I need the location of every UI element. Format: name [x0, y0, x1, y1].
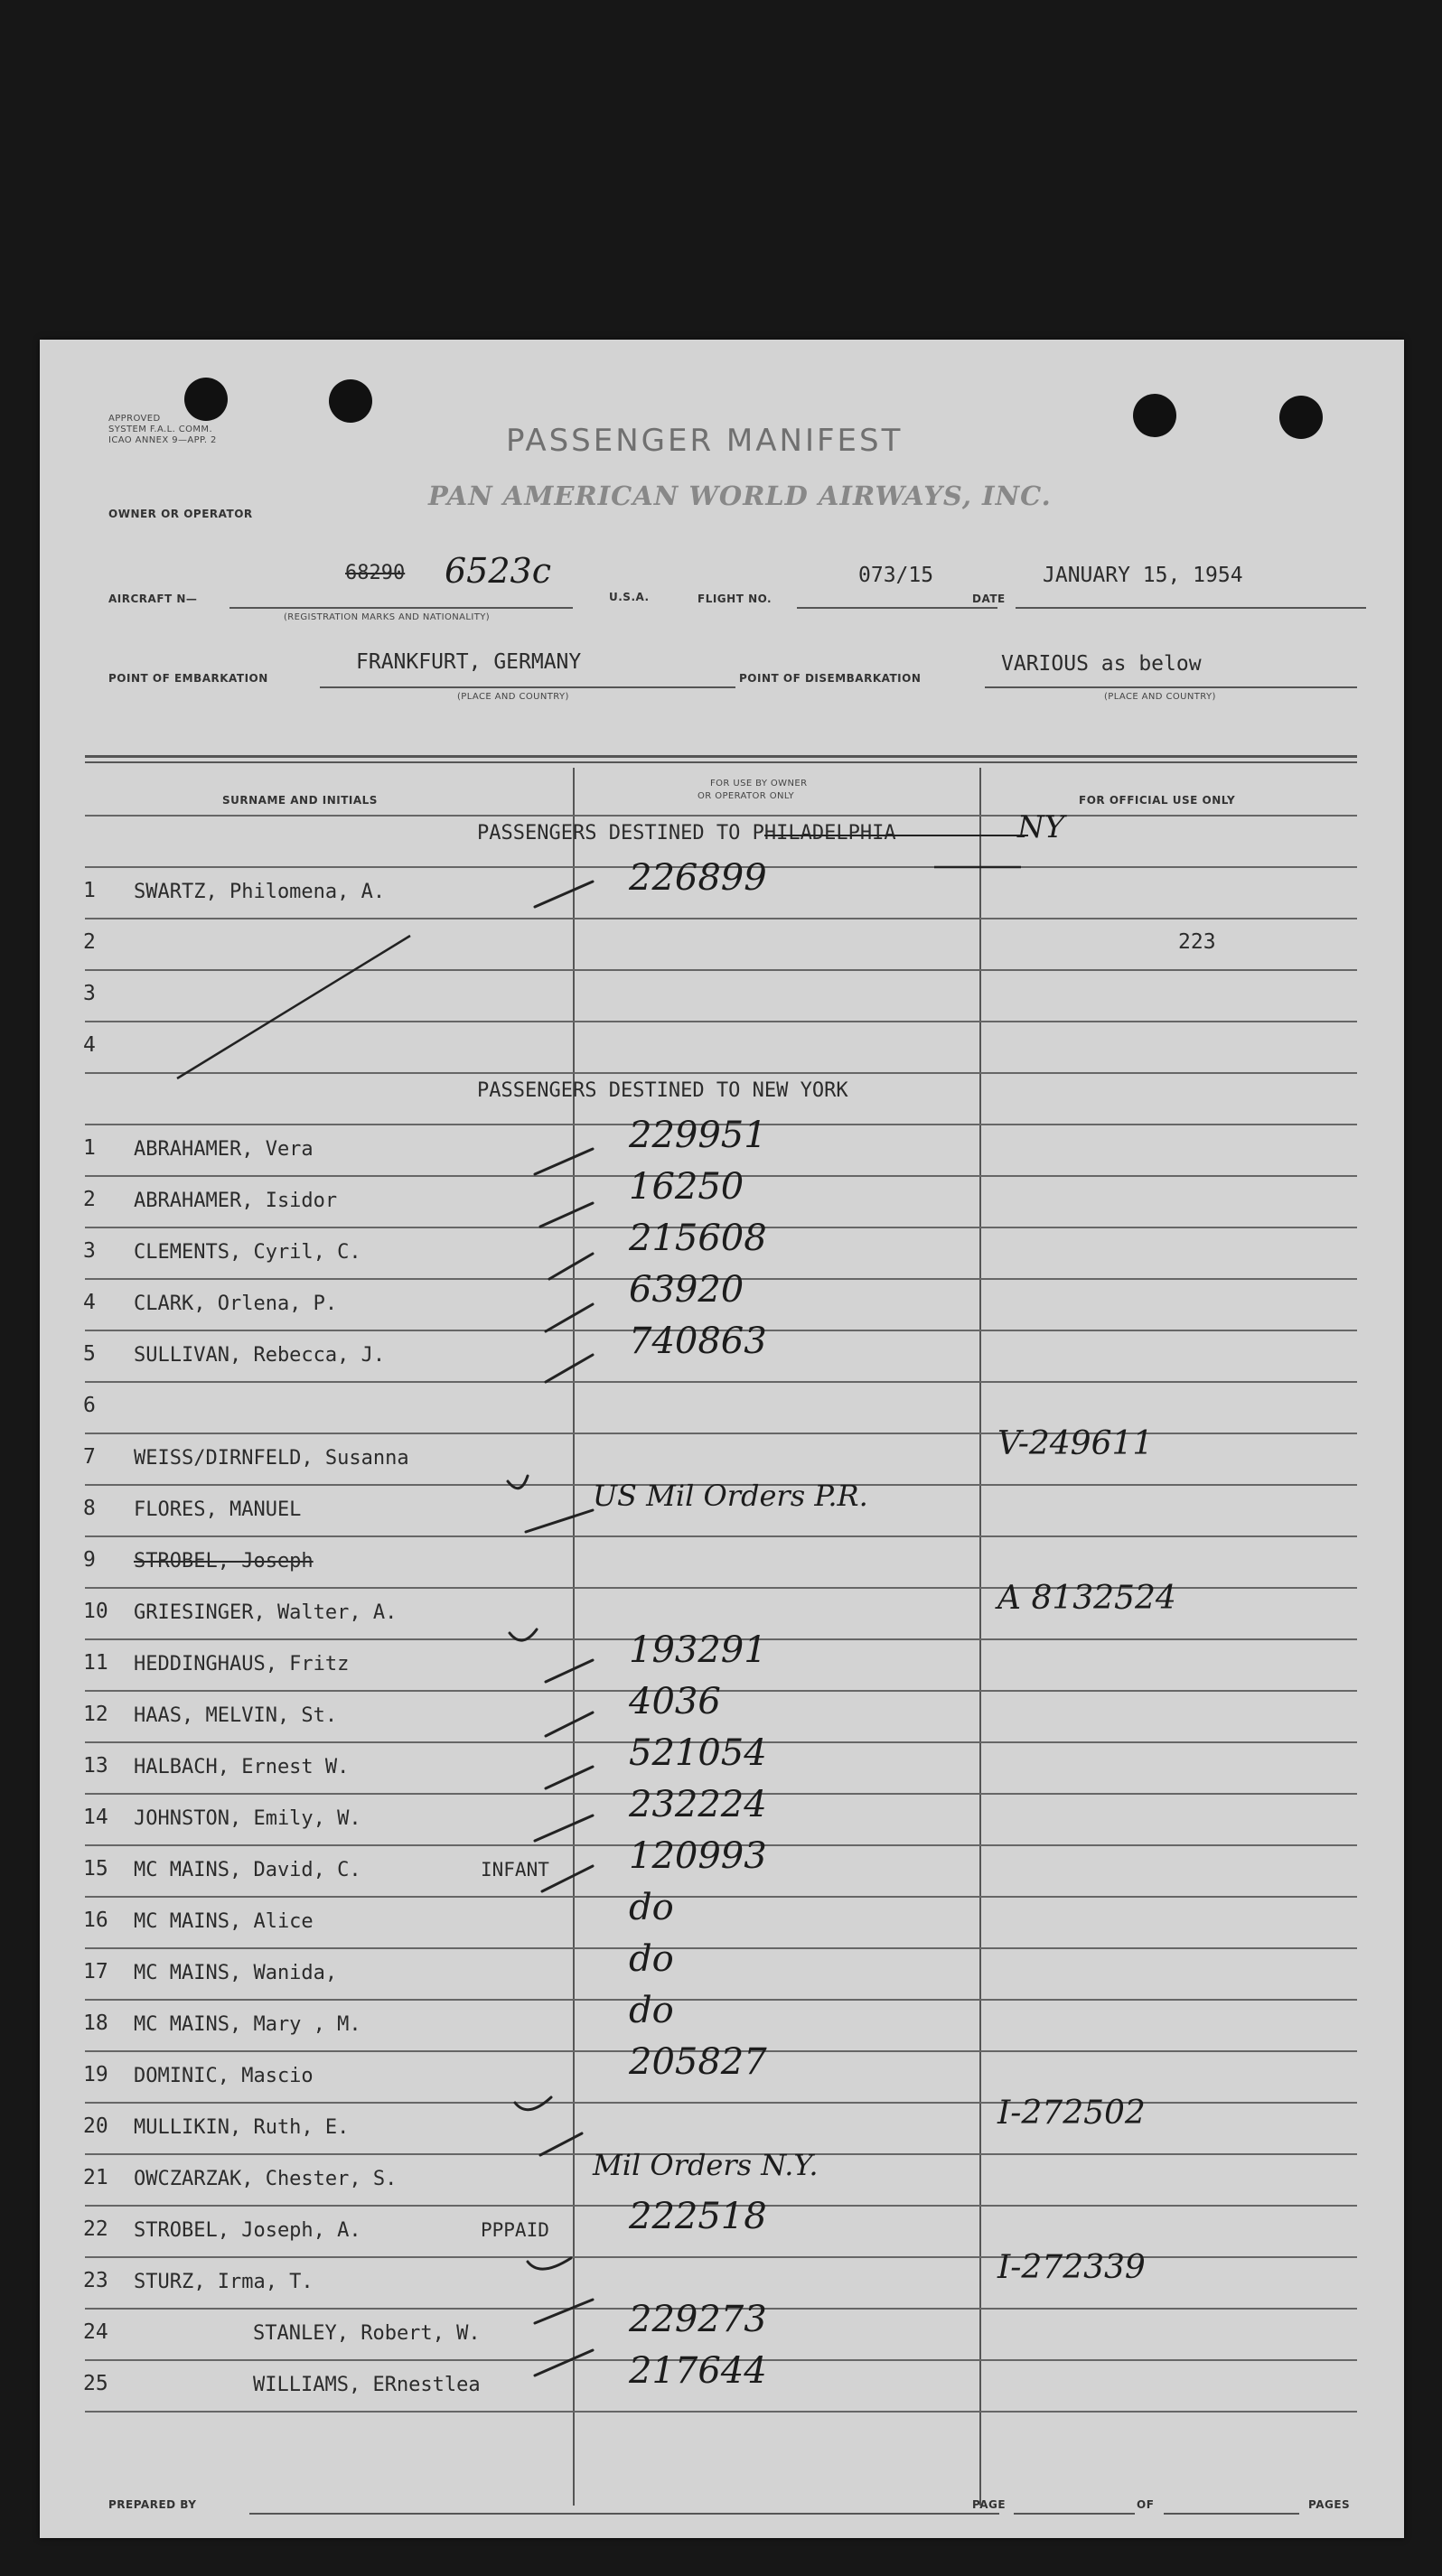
official-entry: I-272339	[997, 2249, 1146, 2286]
passenger-name: STANLEY, Robert, W.	[253, 2322, 481, 2345]
passenger-name: MC MAINS, Alice	[134, 1910, 314, 1933]
official-entry: 223	[1178, 930, 1216, 954]
row-number: 14	[83, 1806, 108, 1829]
passenger-name: ABRAHAMER, Vera	[134, 1138, 314, 1161]
passenger-name: GRIESINGER, Walter, A.	[134, 1601, 398, 1624]
column-header-surname: SURNAME AND INITIALS	[222, 794, 378, 807]
row-number: 12	[83, 1703, 108, 1726]
row-number: 16	[83, 1909, 108, 1932]
aircraft-label: AIRCRAFT N—	[108, 593, 198, 605]
row-number: 6	[83, 1394, 96, 1417]
row-number: 3	[83, 982, 96, 1005]
passenger-note: PPPAID	[481, 2219, 549, 2241]
disembarkation-label: POINT OF DISEMBARKATION	[739, 672, 922, 685]
row-rule	[85, 1535, 1357, 1537]
row-number: 4	[83, 1291, 96, 1314]
row-rule	[85, 1947, 1357, 1949]
owner-entry: 229273	[629, 2299, 767, 2340]
date-label: DATE	[972, 593, 1006, 605]
row-rule	[85, 1690, 1357, 1692]
owner-entry: 217644	[629, 2350, 767, 2392]
row-number: 18	[83, 2011, 108, 2035]
passenger-name: HALBACH, Ernest W.	[134, 1756, 350, 1778]
passenger-name: MC MAINS, Wanida,	[134, 1962, 338, 1984]
punch-hole	[184, 378, 228, 421]
row-number: 15	[83, 1857, 108, 1881]
passenger-name: DOMINIC, Mascio	[134, 2065, 314, 2087]
aircraft-number: 6523c	[445, 551, 551, 591]
owner-entry: 16250	[629, 1166, 744, 1208]
row-rule	[85, 969, 1357, 971]
column-divider	[573, 768, 575, 2506]
passenger-name: CLARK, Orlena, P.	[134, 1293, 338, 1315]
passenger-name: SULLIVAN, Rebecca, J.	[134, 1344, 386, 1367]
row-number: 17	[83, 1960, 108, 1983]
approval-line: APPROVED	[108, 414, 161, 424]
official-entry: A 8132524	[997, 1580, 1176, 1617]
row-number: 7	[83, 1445, 96, 1469]
row-number: 3	[83, 1239, 96, 1263]
row-number: 2	[83, 1188, 96, 1211]
owner-entry: do	[629, 1938, 674, 1980]
row-rule	[85, 918, 1357, 919]
row-number: 2	[83, 930, 96, 954]
owner-entry: US Mil Orders P.R.	[593, 1479, 868, 1513]
row-number: 10	[83, 1600, 108, 1623]
passenger-name: SWARTZ, Philomena, A.	[134, 881, 386, 903]
passenger-name: WEISS/DIRNFELD, Susanna	[134, 1447, 409, 1470]
row-number: 8	[83, 1497, 96, 1520]
passenger-name: MC MAINS, David, C.	[134, 1859, 361, 1881]
row-number: 22	[83, 2217, 108, 2241]
column-header-owner: FOR USE BY OWNER	[710, 779, 808, 789]
embarkation-place: FRANKFURT, GERMANY	[356, 650, 582, 674]
owner-entry: Mil Orders N.Y.	[593, 2148, 819, 2182]
passenger-note: INFANT	[481, 1859, 549, 1881]
row-rule	[85, 2256, 1357, 2258]
owner-entry: 226899	[629, 857, 767, 899]
embarkation-label: POINT OF EMBARKATION	[108, 672, 268, 685]
official-entry: V-249611	[997, 1425, 1154, 1462]
carrier-name: PAN AMERICAN WORLD AIRWAYS, INC.	[428, 481, 1052, 511]
passenger-name: FLORES, MANUEL	[134, 1498, 302, 1521]
pages-label: PAGES	[1308, 2498, 1351, 2511]
place-note: (PLACE AND COUNTRY)	[457, 692, 569, 702]
section-heading: PASSENGERS DESTINED TO PHILADELPHIA	[477, 822, 896, 845]
row-number: 25	[83, 2372, 108, 2395]
row-rule	[85, 2102, 1357, 2104]
row-number: 11	[83, 1651, 108, 1675]
page-label: PAGE	[972, 2498, 1007, 2511]
row-number: 1	[83, 1136, 96, 1160]
row-rule	[85, 1999, 1357, 2001]
passenger-name: JOHNSTON, Emily, W.	[134, 1807, 361, 1830]
owner-entry: 120993	[629, 1835, 767, 1877]
passenger-name: MULLIKIN, Ruth, E.	[134, 2116, 350, 2139]
strike-line	[764, 835, 1028, 836]
punch-hole	[1133, 394, 1176, 437]
owner-entry: 4036	[629, 1681, 721, 1722]
owner-entry: 740863	[629, 1321, 767, 1362]
row-number: 24	[83, 2320, 108, 2344]
row-number: 1	[83, 879, 96, 902]
nationality: U.S.A.	[609, 591, 650, 603]
owner-entry: 205827	[629, 2041, 767, 2083]
row-number: 13	[83, 1754, 108, 1778]
official-entry: I-272502	[997, 2095, 1146, 2132]
owner-entry: 63920	[629, 1269, 744, 1311]
owner-entry: 232224	[629, 1784, 767, 1825]
form-title: PASSENGER MANIFEST	[506, 423, 904, 459]
flight-label: FLIGHT NO.	[698, 593, 772, 605]
owner-entry: 521054	[629, 1732, 767, 1774]
row-number: 20	[83, 2114, 108, 2138]
section-heading: PASSENGERS DESTINED TO NEW YORK	[477, 1079, 848, 1102]
aircraft-struck: 68290	[345, 562, 406, 584]
owner-entry: 222518	[629, 2196, 767, 2237]
column-header-official: FOR OFFICIAL USE ONLY	[1079, 794, 1236, 807]
owner-label: OWNER OR OPERATOR	[108, 508, 253, 520]
row-number: 4	[83, 1033, 96, 1057]
punch-hole	[1279, 396, 1323, 439]
flight-number: 073/15	[858, 564, 934, 587]
disembarkation-place: VARIOUS as below	[1001, 652, 1202, 676]
row-number: 23	[83, 2269, 108, 2292]
row-number: 19	[83, 2063, 108, 2086]
row-rule	[85, 1896, 1357, 1898]
flight-date: JANUARY 15, 1954	[1043, 564, 1243, 587]
passenger-name: STROBEL, Joseph, A.	[134, 2219, 361, 2242]
passenger-name: STROBEL, Joseph	[134, 1550, 314, 1573]
of-label: OF	[1137, 2498, 1155, 2511]
approval-line: ICAO ANNEX 9—APP. 2	[108, 435, 217, 445]
owner-entry: 193291	[629, 1629, 767, 1671]
punch-hole	[329, 379, 372, 423]
column-divider	[979, 768, 981, 2506]
passenger-name: HAAS, MELVIN, St.	[134, 1704, 338, 1727]
manifest-sheet	[40, 340, 1404, 2538]
prepared-by-label: PREPARED BY	[108, 2498, 197, 2511]
passenger-name: WILLIAMS, ERnestlea	[253, 2374, 481, 2396]
row-number: 9	[83, 1548, 96, 1572]
owner-entry: do	[629, 1990, 674, 2031]
owner-entry: 215608	[629, 1218, 767, 1259]
owner-entry: 229951	[629, 1115, 767, 1156]
approval-line: SYSTEM F.A.L. COMM.	[108, 425, 213, 434]
place-note: (PLACE AND COUNTRY)	[1104, 692, 1216, 702]
passenger-name: ABRAHAMER, Isidor	[134, 1190, 338, 1212]
registration-note: (REGISTRATION MARKS AND NATIONALITY)	[284, 612, 491, 622]
row-rule	[85, 1021, 1357, 1022]
column-header-owner: OR OPERATOR ONLY	[698, 791, 795, 801]
row-rule	[85, 1381, 1357, 1383]
row-number: 21	[83, 2166, 108, 2189]
passenger-name: CLEMENTS, Cyril, C.	[134, 1241, 361, 1264]
passenger-name: STURZ, Irma, T.	[134, 2271, 314, 2293]
passenger-name: OWCZARZAK, Chester, S.	[134, 2168, 398, 2190]
owner-entry: do	[629, 1887, 674, 1928]
section-note: NY	[1017, 809, 1065, 845]
passenger-name: MC MAINS, Mary , M.	[134, 2013, 361, 2036]
passenger-name: HEDDINGHAUS, Fritz	[134, 1653, 350, 1675]
row-rule	[85, 2411, 1357, 2413]
row-rule	[85, 1072, 1357, 1074]
row-number: 5	[83, 1342, 96, 1366]
row-rule	[85, 1433, 1357, 1434]
